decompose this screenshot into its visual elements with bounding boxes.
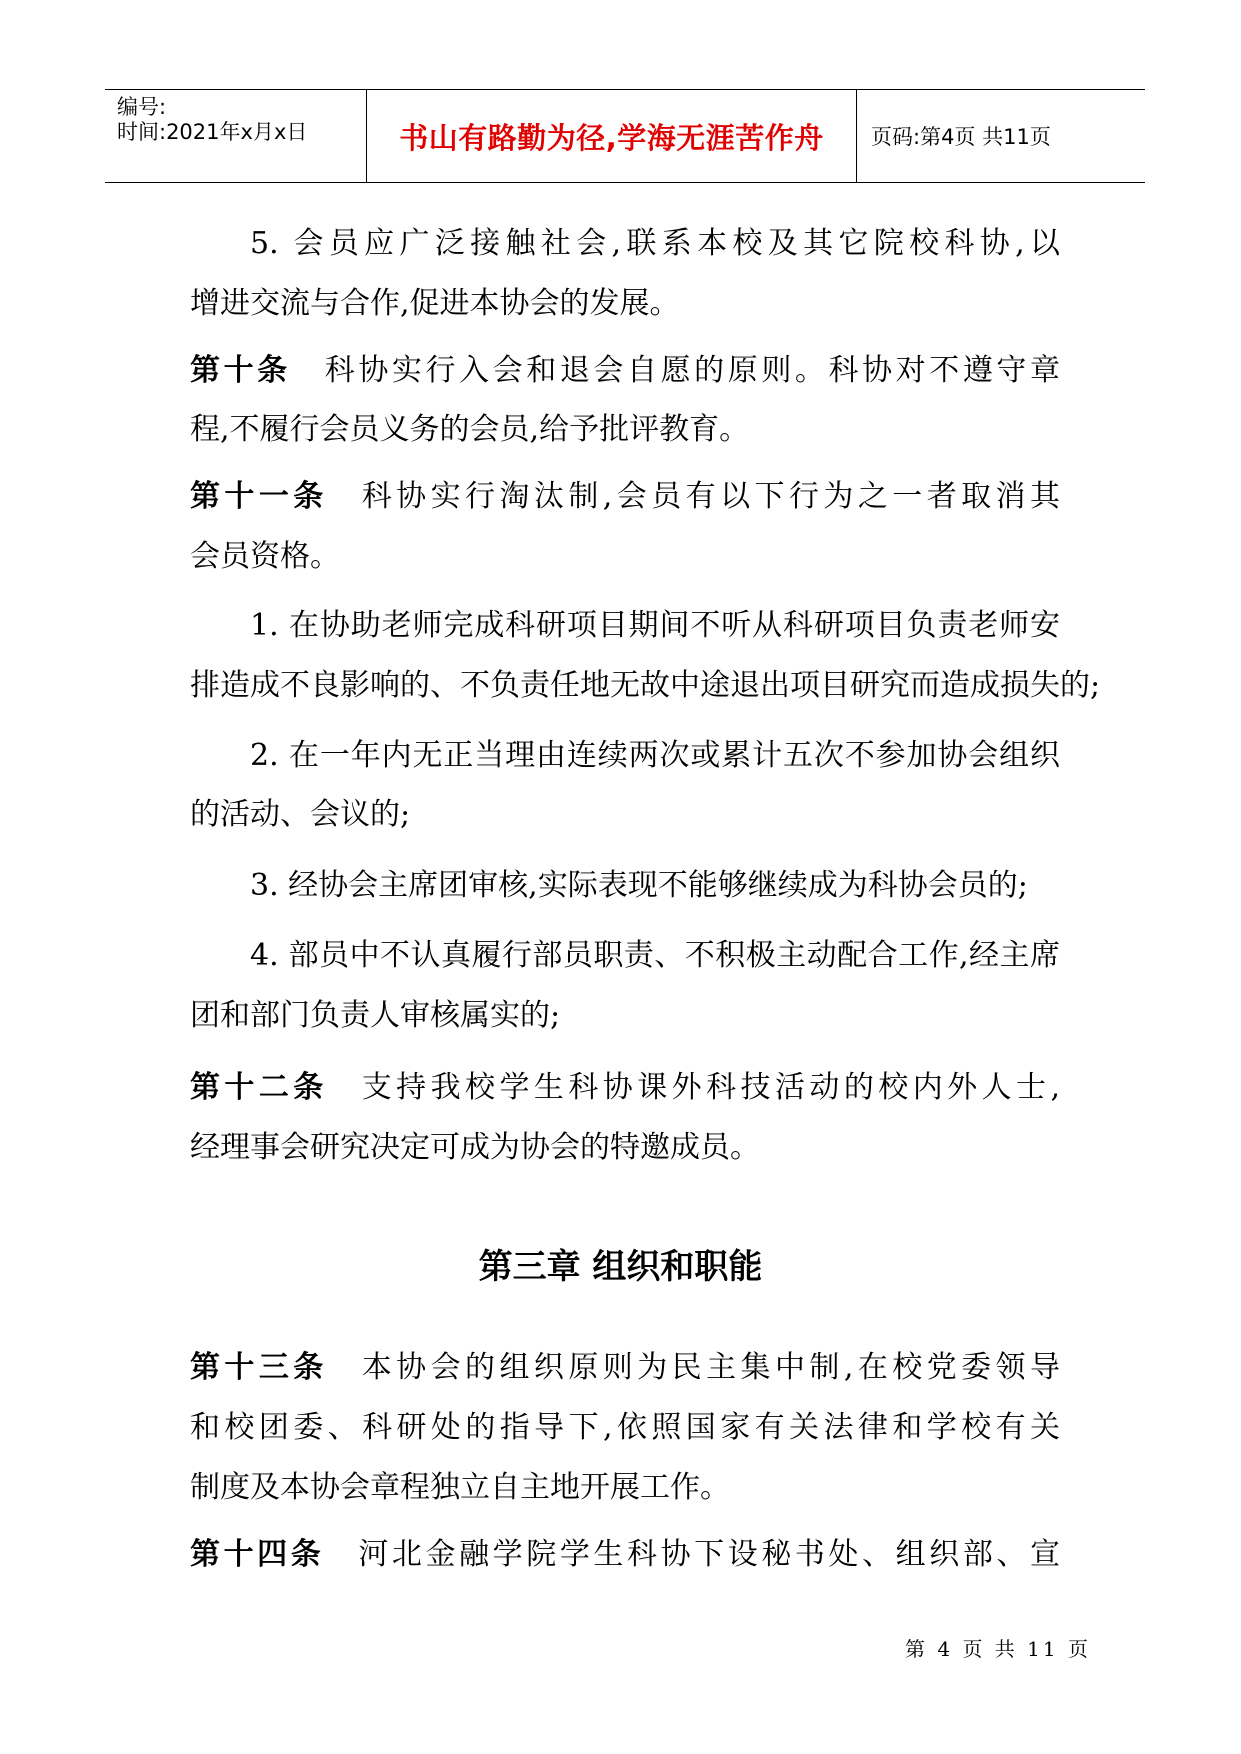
paragraph-line: 经理事会研究决定可成为协会的特邀成员。 (190, 1130, 760, 1165)
chapter-title: 第三章 组织和职能 (478, 1247, 763, 1287)
article-text: 科协实行入会和退会自愿的原则。科协对不遵守章 (324, 353, 1060, 388)
list-item-line: 团和部门负责人审核属实的; (190, 998, 561, 1033)
serial-label: 编号: (117, 95, 167, 119)
article-text: 科协实行淘汰制,会员有以下行为之一者取消其 (361, 479, 1060, 514)
paragraph-line: 和校团委、科研处的指导下,依照国家有关法律和学校有关 (190, 1410, 1060, 1445)
list-item-line: 2. 在一年内无正当理由连续两次或累计五次不参加协会组织 (250, 738, 1060, 773)
list-item-line: 的活动、会议的; (190, 797, 411, 832)
article-13-line (190, 1346, 1060, 1390)
article-label: 第十二条 (190, 1070, 328, 1105)
article-text: 支持我校学生科协课外科技活动的校内外人士, (361, 1070, 1060, 1105)
paragraph-line: 会员资格。 (190, 539, 340, 574)
article-text: 本协会的组织原则为民主集中制,在校党委领导 (361, 1350, 1060, 1385)
article-label: 第十一条 (190, 479, 328, 514)
header-motto-cell (367, 90, 857, 182)
article-14-line (190, 1533, 1060, 1577)
page-footer: 第 4 页 共 11 页 (905, 1637, 1091, 1661)
article-12-line (190, 1066, 1060, 1110)
article-11-line (190, 475, 1060, 519)
header-page-cell (857, 90, 1145, 182)
article-10-line (190, 349, 1060, 393)
list-item-line: 4. 部员中不认真履行部员职责、不积极主动配合工作,经主席 (250, 938, 1060, 973)
motto: 书山有路勤为径,学海无涯苦作舟 (399, 120, 824, 155)
paragraph-line: 增进交流与合作,促进本协会的发展。 (190, 286, 680, 321)
article-label: 第十条 (190, 353, 291, 388)
article-label: 第十四条 (190, 1537, 325, 1572)
article-label: 第十三条 (190, 1350, 328, 1385)
list-item-line: 排造成不良影响的、不负责任地无故中途退出项目研究而造成损失的; (190, 668, 1101, 703)
article-text: 河北金融学院学生科协下设秘书处、组织部、宣 (358, 1537, 1061, 1572)
page-header (105, 89, 1145, 183)
list-item-line: 3. 经协会主席团审核,实际表现不能够继续成为科协会员的; (250, 868, 1028, 903)
time-label: 时间:2021年x月x日 (117, 120, 308, 144)
paragraph-line: 5. 会员应广泛接触社会,联系本校及其它院校科协,以 (250, 226, 1060, 261)
paragraph-line: 制度及本协会章程独立自主地开展工作。 (190, 1470, 730, 1505)
list-item-line: 1. 在协助老师完成科研项目期间不听从科研项目负责老师安 (250, 608, 1060, 643)
header-page-info: 页码:第4页 共11页 (871, 125, 1051, 149)
header-meta-cell (105, 90, 367, 182)
paragraph-line: 程,不履行会员义务的会员,给予批评教育。 (190, 412, 750, 447)
